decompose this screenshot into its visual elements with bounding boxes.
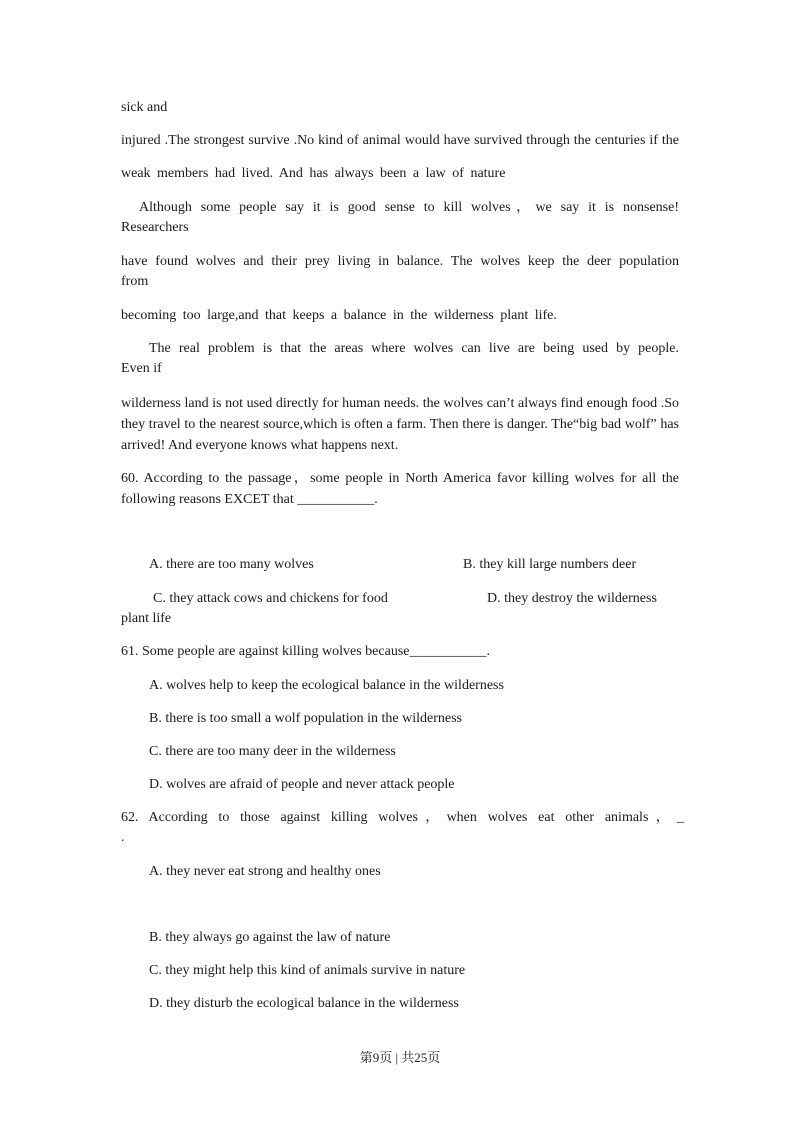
passage-line: becoming too large,and that keeps a balance in the wilderness plant life. — [121, 308, 557, 323]
question-62-option-b: B. they always go against the law of nature — [149, 930, 391, 945]
question-60-option-c: C. they attack cows and chickens for food — [153, 591, 388, 606]
question-60-stem: 60. According to the passage，some people in North America favor killing wolves for all the following reasons EXCET that ___________. — [121, 471, 679, 507]
question-60-option-b: B. they kill large numbers deer — [463, 557, 637, 572]
question-61-option-a: A. wolves help to keep the ecological balance in the wilderness — [149, 678, 504, 693]
passage-paragraph: wilderness land is not used directly for human needs. the wolves can’t always find enough food .So they travel to the nearest source,which is often a farm. Then there is danger. The“big bad wolf” has arrived! And everyone knows what happens next. — [121, 396, 679, 453]
question-61-option-d: D. wolves are afraid of people and never attack people — [149, 777, 455, 792]
passage-line: The real problem is that the areas where wolves can live are being used by people. — [149, 341, 679, 356]
question-60-option-a: A. there are too many wolves — [149, 557, 314, 572]
page-footer: 第9页 | 共25页 — [359, 1050, 441, 1065]
question-61-option-b: B. there is too small a wolf population in the wilderness — [149, 711, 463, 726]
passage-line: Researchers — [121, 220, 189, 235]
passage-line: injured .The strongest survive .No kind of animal would have survived through the centuries if the — [121, 133, 679, 148]
question-61-stem: 61. Some people are against killing wolves because___________. — [121, 644, 490, 659]
question-60-option-d-cont: plant life — [121, 611, 172, 626]
passage-line: have found wolves and their prey living in balance. The wolves keep the deer population — [121, 254, 679, 269]
question-62-option-c: C. they might help this kind of animals survive in nature — [149, 963, 466, 978]
passage-line: Even if — [121, 361, 162, 376]
question-61-option-c: C. there are too many deer in the wilderness — [149, 744, 396, 759]
question-62-stem-cont: . — [121, 830, 125, 845]
question-60-option-d: D. they destroy the wilderness — [487, 591, 657, 606]
question-62-stem: 62. According to those against killing wolves，when wolves eat other animals，_ — [121, 810, 684, 825]
passage-line: weak members had lived. And has always been a law of nature — [121, 166, 506, 181]
passage-line: from — [121, 274, 149, 289]
passage-line: sick and — [121, 100, 168, 115]
passage-line: Although some people say it is good sense to kill wolves，we say it is nonsense! — [139, 200, 679, 215]
question-62-option-d: D. they disturb the ecological balance in the wilderness — [149, 996, 459, 1011]
question-62-option-a: A. they never eat strong and healthy ones — [149, 864, 381, 879]
